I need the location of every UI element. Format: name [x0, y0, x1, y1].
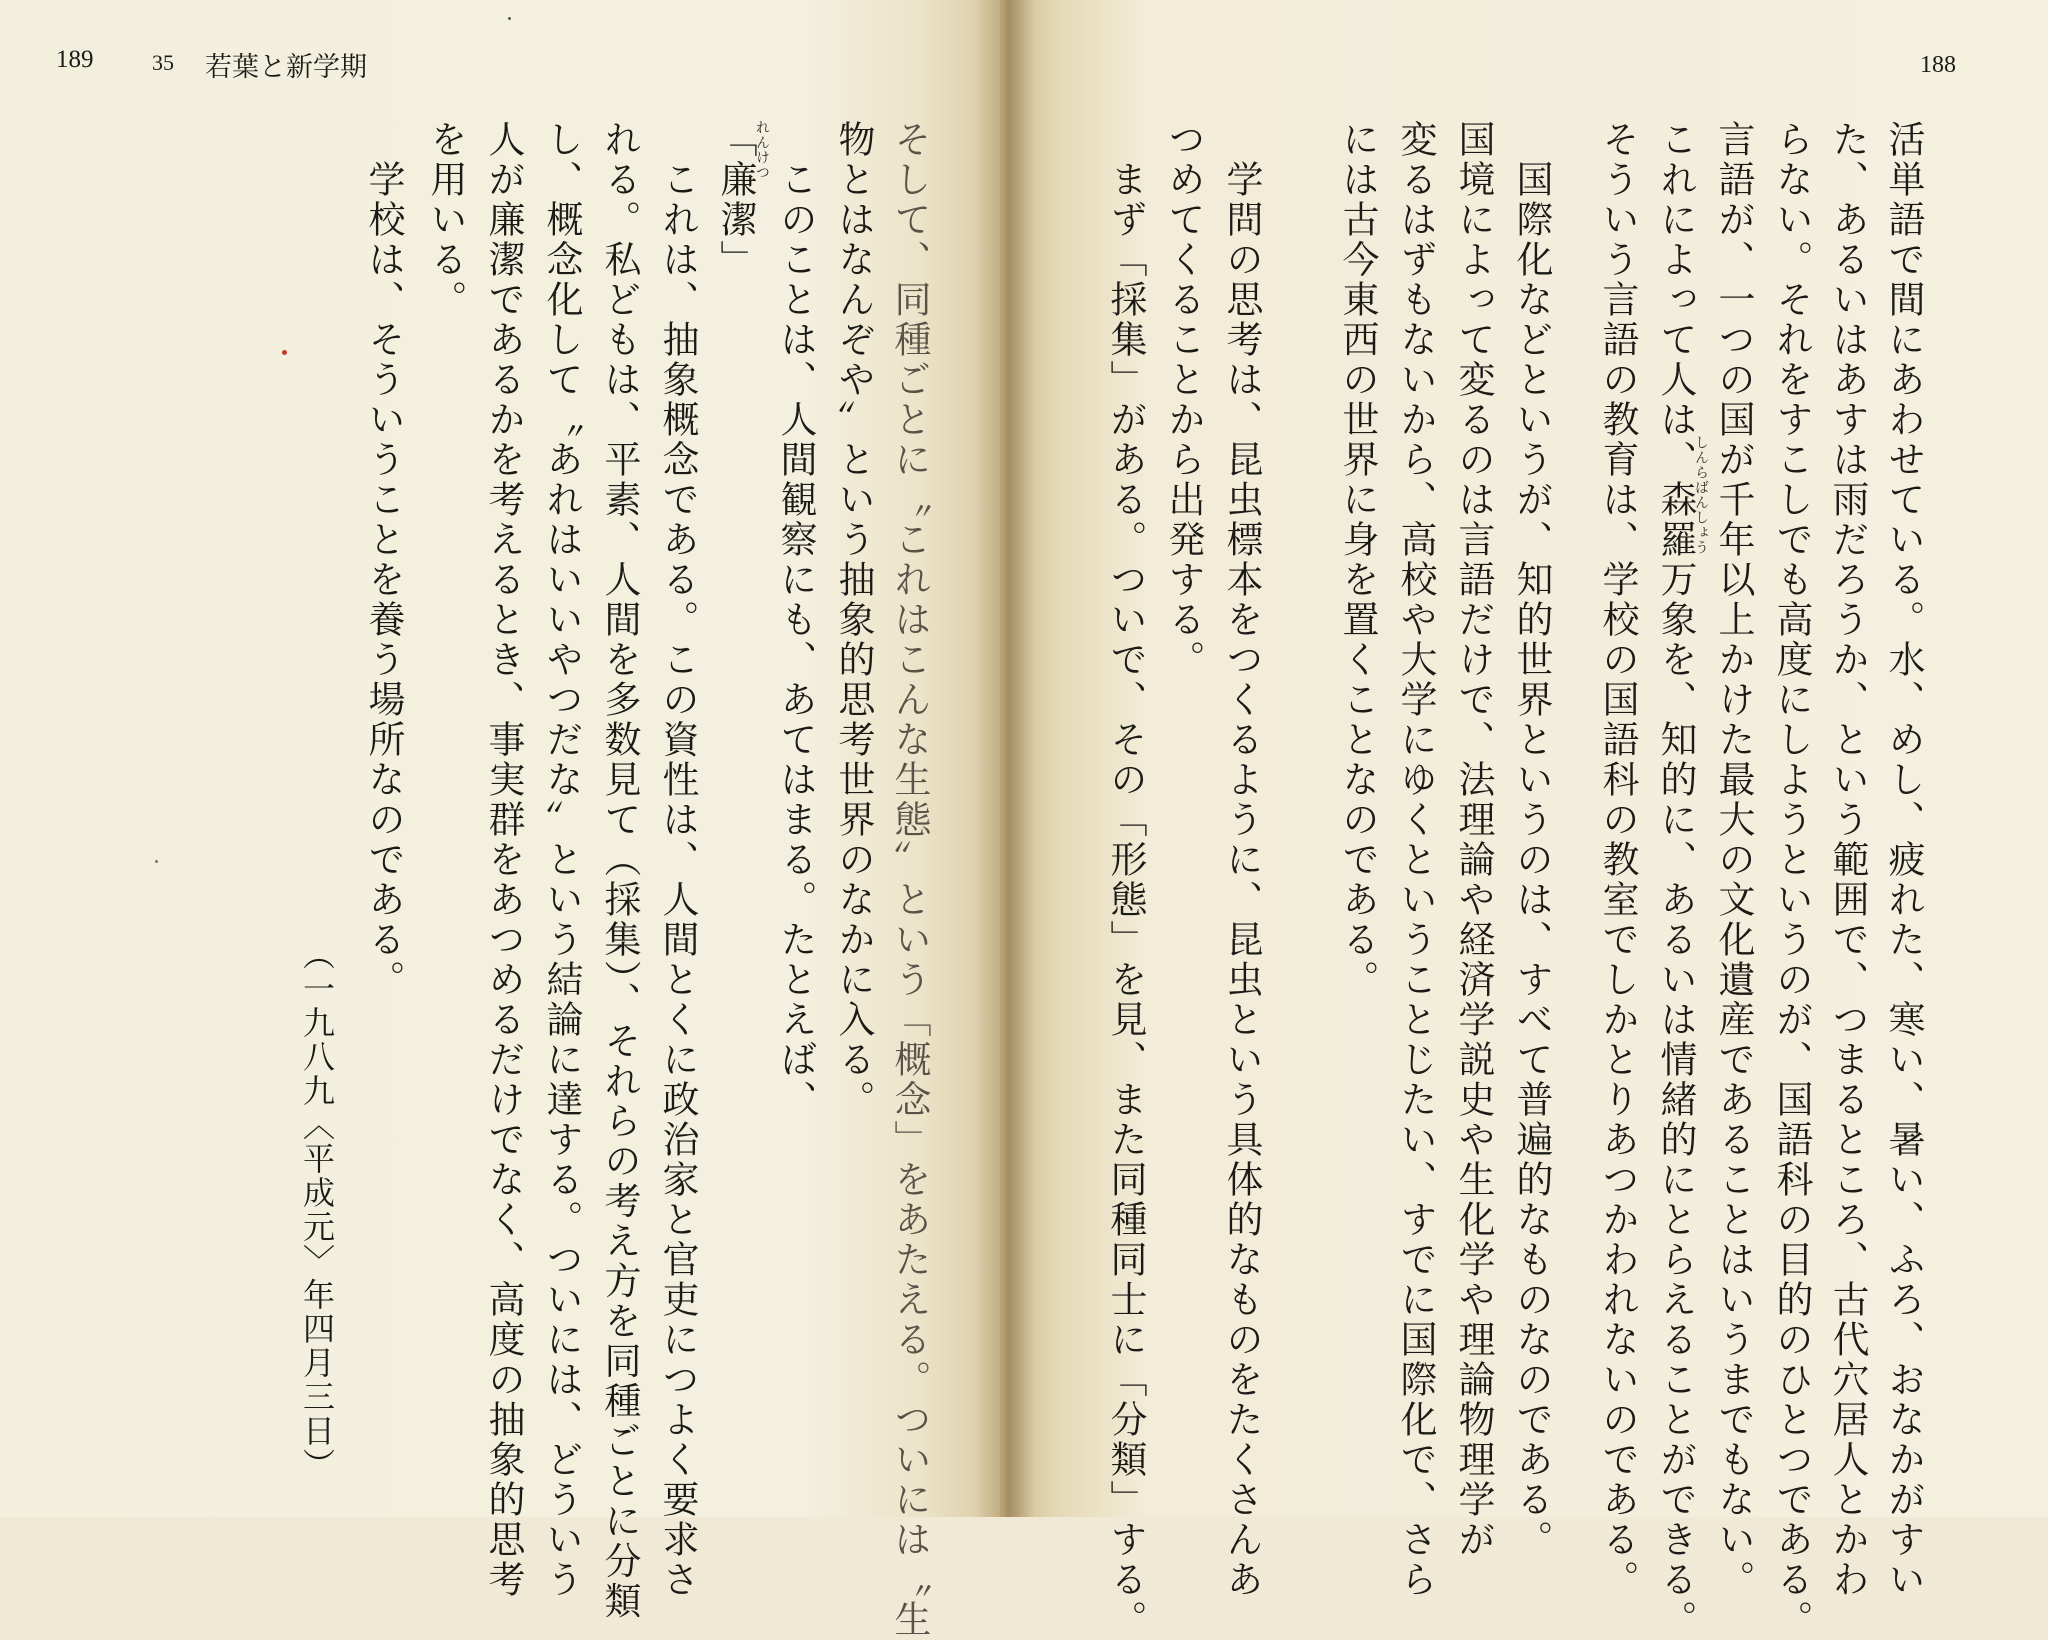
- text-column: このことは、人間観察にも、あてはまる。たとえば、: [774, 160, 817, 1120]
- text-column: 活単語で間にあわせている。水、めし、疲れた、寒い、暑い、ふろ、おなかがすい: [1882, 120, 1925, 1600]
- chapter-title: 若葉と新学期: [205, 52, 367, 82]
- text-column: 国境によって変るのは言語だけで、法理論や経済学説史や生化学や理論物理学が: [1452, 120, 1495, 1560]
- text-column: 言語が、一つの国が千年以上かけた最大の文化遺産であることはいうまでもない。: [1712, 120, 1755, 1600]
- text-column: まず「採集」がある。ついで、その「形態」を見、また同種同士に「分類」する。: [1104, 160, 1147, 1640]
- furigana: れんけつ: [754, 120, 770, 180]
- text-column: 「廉潔」: [714, 120, 757, 280]
- furigana: しんらばんしょう: [1693, 435, 1709, 555]
- paper-speck: [282, 350, 287, 355]
- text-column: これによって人は、森羅万象を、知的に、あるいは情緒的にとらえることができる。: [1654, 120, 1697, 1640]
- text-column: た、あるいはあすは雨だろうか、という範囲で、つまるところ、古代穴居人とかわ: [1826, 120, 1869, 1600]
- date-line: （一九八九〈平成元〉年四月三日）: [298, 938, 336, 1482]
- left-page-number: 189: [56, 46, 94, 73]
- text-column: これは、抽象概念である。この資性は、人間とくに政治家と官吏につよく要求さ: [656, 160, 699, 1600]
- text-column: 学校は、そういうことを養う場所なのである。: [362, 160, 405, 1000]
- text-column: を用いる。: [424, 120, 467, 320]
- text-column: らない。それをすこしでも高度にしようというのが、国語科の目的のひとつである。: [1770, 120, 1813, 1640]
- text-column: 変るはずもないから、高校や大学にゆくということじたい、すでに国際化で、さら: [1394, 120, 1437, 1600]
- text-column: そして、同種ごとに〝これはこんな生態〟という「概念」をあたえる。ついには〝生: [888, 120, 931, 1640]
- paper-speck: [155, 860, 158, 863]
- text-column: には古今東西の世界に身を置くことなのである。: [1336, 120, 1379, 1000]
- chapter-number: 35: [152, 50, 174, 75]
- text-column: つめてくることから出発する。: [1162, 120, 1205, 680]
- text-column: そういう言語の教育は、学校の国語科の教室でしかとりあつかわれないのである。: [1596, 120, 1639, 1600]
- text-column: 学問の思考は、昆虫標本をつくるように、昆虫という具体的なものをたくさんあ: [1220, 160, 1263, 1600]
- text-column: れる。私どもは、平素、人間を多数見て（採集）、それらの考え方を同種ごとに分類: [598, 120, 641, 1622]
- text-column: 国際化などというが、知的世界というのは、すべて普遍的なものなのである。: [1510, 160, 1553, 1560]
- text-column: 人が廉潔であるかを考えるとき、事実群をあつめるだけでなく、高度の抽象的思考: [482, 120, 525, 1600]
- right-page-number: 188: [1920, 52, 1956, 78]
- paper-speck: [508, 17, 511, 20]
- text-column: し、概念化して〝あれはいいやつだな〟という結論に達する。ついには、どういう: [540, 120, 583, 1600]
- text-column: 物とはなんぞや〟という抽象的思考世界のなかに入る。: [832, 120, 875, 1120]
